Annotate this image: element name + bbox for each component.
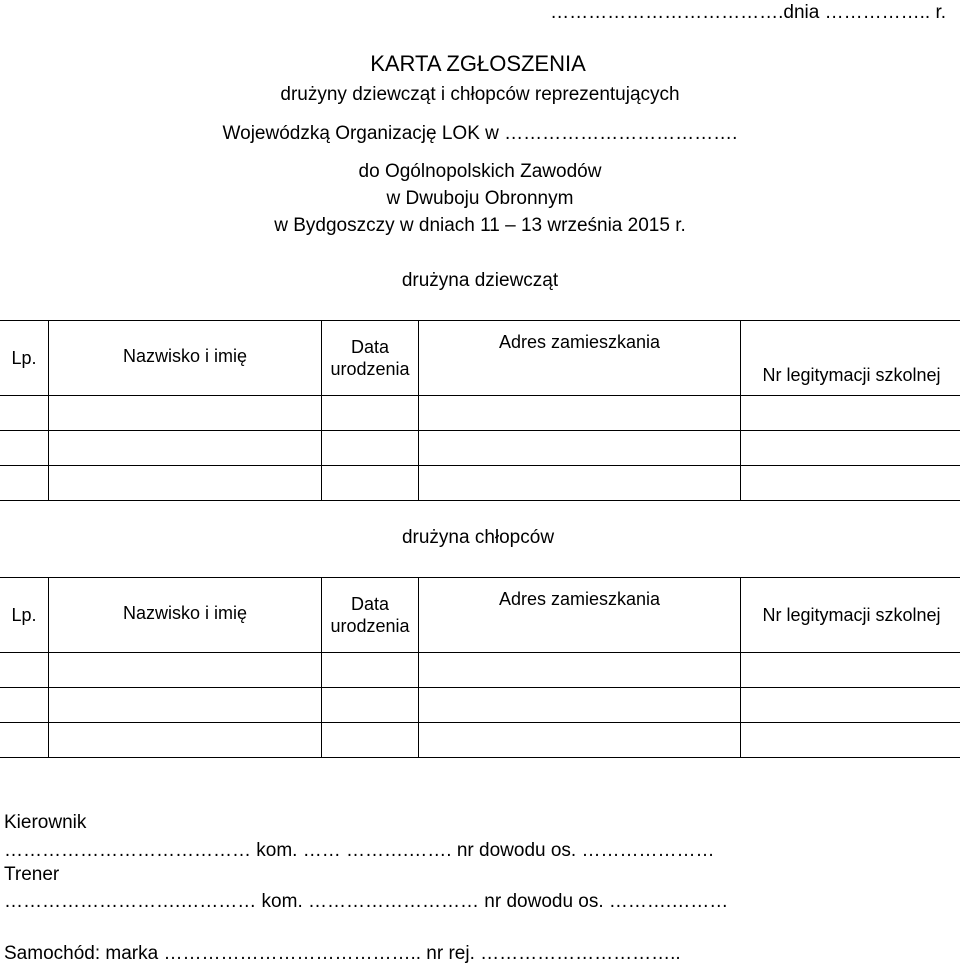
col-address-header: Adres zamieszkania: [419, 321, 741, 396]
table-row: [0, 396, 960, 431]
cell-name[interactable]: [49, 688, 322, 723]
col-name-header: Nazwisko i imię: [49, 578, 322, 653]
cell-name[interactable]: [49, 653, 322, 688]
girls-section-label: drużyna dziewcząt: [401, 270, 559, 291]
cell-name[interactable]: [49, 723, 322, 758]
subtitle-line-2: Wojewódzką Organizację LOK w ……………………………….: [222, 123, 738, 144]
coach-label: Trener: [4, 864, 60, 885]
boys-table: [0, 577, 960, 758]
subtitle-line-1: drużyny dziewcząt i chłopców reprezentujących: [280, 84, 680, 105]
cell-date[interactable]: [322, 653, 419, 688]
cell-lp[interactable]: [0, 396, 49, 431]
cell-id[interactable]: [741, 431, 960, 466]
cell-lp[interactable]: [0, 653, 49, 688]
table-header-row: [0, 578, 960, 653]
cell-name[interactable]: [49, 431, 322, 466]
boys-section-label: drużyna chłopców: [401, 527, 555, 548]
table-row: [0, 466, 960, 501]
cell-lp[interactable]: [0, 466, 49, 501]
coach-details-line: ……………………….………… kom. ……………………… nr dowodu os. ……….………: [4, 891, 729, 912]
cell-id[interactable]: [741, 688, 960, 723]
cell-id[interactable]: [741, 723, 960, 758]
col-address-header: Adres zamieszkania: [419, 578, 741, 653]
cell-id[interactable]: [741, 653, 960, 688]
cell-address[interactable]: [419, 431, 741, 466]
col-date-header: Data urodzenia: [322, 321, 419, 396]
col-lp-header: Lp.: [0, 578, 49, 653]
form-title: KARTA ZGŁOSZENIA: [370, 51, 586, 76]
date-line: ……………………………….dnia …………….. r.: [550, 2, 946, 23]
table-row: [0, 723, 960, 758]
col-id-header: Nr legitymacji szkolnej: [741, 321, 960, 396]
cell-date[interactable]: [322, 688, 419, 723]
subtitle-line-4: w Dwuboju Obronnym: [386, 188, 574, 209]
cell-lp[interactable]: [0, 688, 49, 723]
subtitle-line-3: do Ogólnopolskich Zawodów: [358, 161, 602, 182]
cell-name[interactable]: [49, 396, 322, 431]
cell-date[interactable]: [322, 396, 419, 431]
cell-id[interactable]: [741, 396, 960, 431]
cell-name[interactable]: [49, 466, 322, 501]
cell-address[interactable]: [419, 723, 741, 758]
table-header-row: [0, 321, 960, 396]
col-lp-header: Lp.: [0, 321, 49, 396]
cell-address[interactable]: [419, 653, 741, 688]
col-date-header: Data urodzenia: [322, 578, 419, 653]
vehicle-line: Samochód: marka ………………………………….. nr rej. …………………………..: [4, 943, 681, 964]
cell-lp[interactable]: [0, 431, 49, 466]
cell-id[interactable]: [741, 466, 960, 501]
cell-address[interactable]: [419, 688, 741, 723]
table-row: [0, 653, 960, 688]
cell-date[interactable]: [322, 431, 419, 466]
cell-address[interactable]: [419, 466, 741, 501]
col-id-header: Nr legitymacji szkolnej: [741, 578, 960, 653]
girls-table: [0, 320, 960, 501]
col-name-header: Nazwisko i imię: [49, 321, 322, 396]
cell-date[interactable]: [322, 723, 419, 758]
manager-details-line: ………………………………… kom. …… ……….……. nr dowodu os. …………………: [4, 840, 715, 861]
cell-date[interactable]: [322, 466, 419, 501]
manager-label: Kierownik: [4, 812, 87, 833]
cell-address[interactable]: [419, 396, 741, 431]
table-row: [0, 431, 960, 466]
table-row: [0, 688, 960, 723]
subtitle-line-5: w Bydgoszczy w dniach 11 – 13 września 2015 r.: [274, 215, 686, 236]
cell-lp[interactable]: [0, 723, 49, 758]
